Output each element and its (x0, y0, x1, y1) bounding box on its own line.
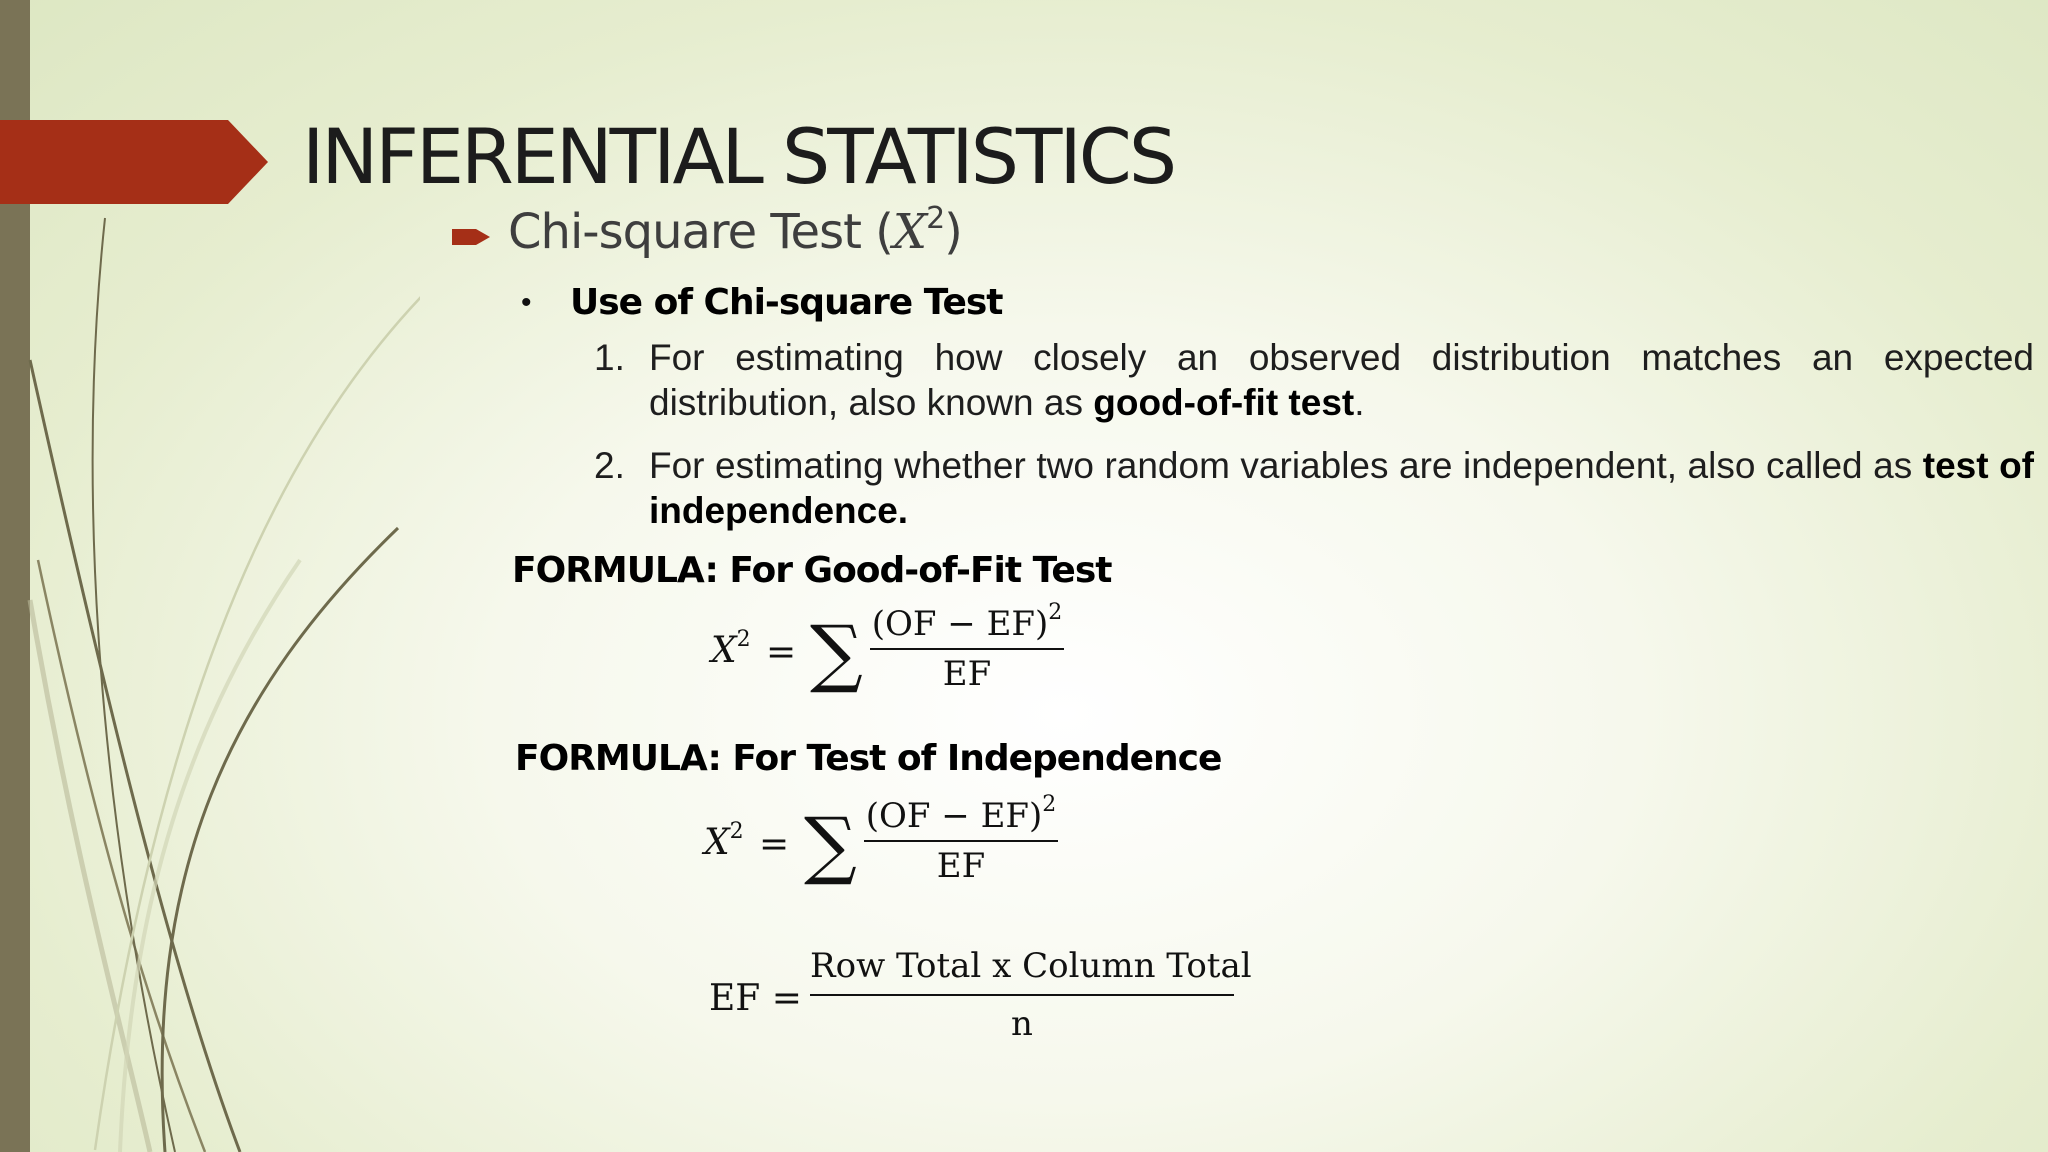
list-item-number: 2. (594, 445, 625, 486)
summation-icon: ∑ (810, 610, 863, 696)
list-item-text: For estimating how closely an observed distribution matches an expected distribution, also known as good-of-fit test. (649, 337, 2034, 423)
list-item (594, 443, 2034, 533)
equals-sign: = (766, 632, 797, 673)
formula-fraction (870, 600, 1064, 694)
subtitle-close: ) (944, 204, 962, 260)
subtitle-text: Chi-square Test ( (508, 204, 893, 260)
formula-heading-independence: FORMULA: For Test of Independence (515, 738, 1222, 779)
fraction-numerator: (OF − EF)$^2$ (871, 600, 1063, 644)
list-item-text: For estimating whether two random variables are independent, also called as test of independence. (649, 445, 2034, 531)
fraction-denominator: EF (942, 654, 992, 694)
summation-icon: ∑ (804, 802, 857, 888)
ef-fraction (810, 946, 1252, 1044)
formula-lhs: $X^2$ (711, 627, 751, 671)
arrow-bullet-icon (452, 226, 492, 248)
formula-heading-good-of-fit: FORMULA: For Good-of-Fit Test (512, 550, 1112, 591)
bullet-heading: Use of Chi-square Test (570, 282, 1003, 323)
formula-fraction (864, 792, 1058, 886)
list-item (594, 335, 2034, 425)
section-subtitle (508, 201, 962, 260)
term-independence: test of independence (649, 445, 2034, 531)
list-item-number: 1. (594, 337, 625, 378)
page-title: INFERENTIAL STATISTICS (302, 112, 1175, 201)
formula-lhs: $X^2$ (704, 819, 744, 863)
ef-denominator: n (1011, 1004, 1033, 1044)
fraction-numerator: (OF − EF)$^2$ (865, 792, 1057, 836)
ef-numerator: Row Total x Column Total (810, 946, 1252, 986)
chi-exponent: 2 (926, 201, 945, 236)
fraction-denominator: EF (936, 846, 986, 886)
chi-symbol: X (892, 204, 927, 260)
equals-sign: = (759, 824, 790, 865)
title-banner-arrow (0, 120, 268, 204)
bullet-dot: • (521, 286, 532, 319)
ef-lhs: EF = (709, 978, 802, 1019)
term-good-of-fit: good-of-fit test (1093, 382, 1355, 423)
